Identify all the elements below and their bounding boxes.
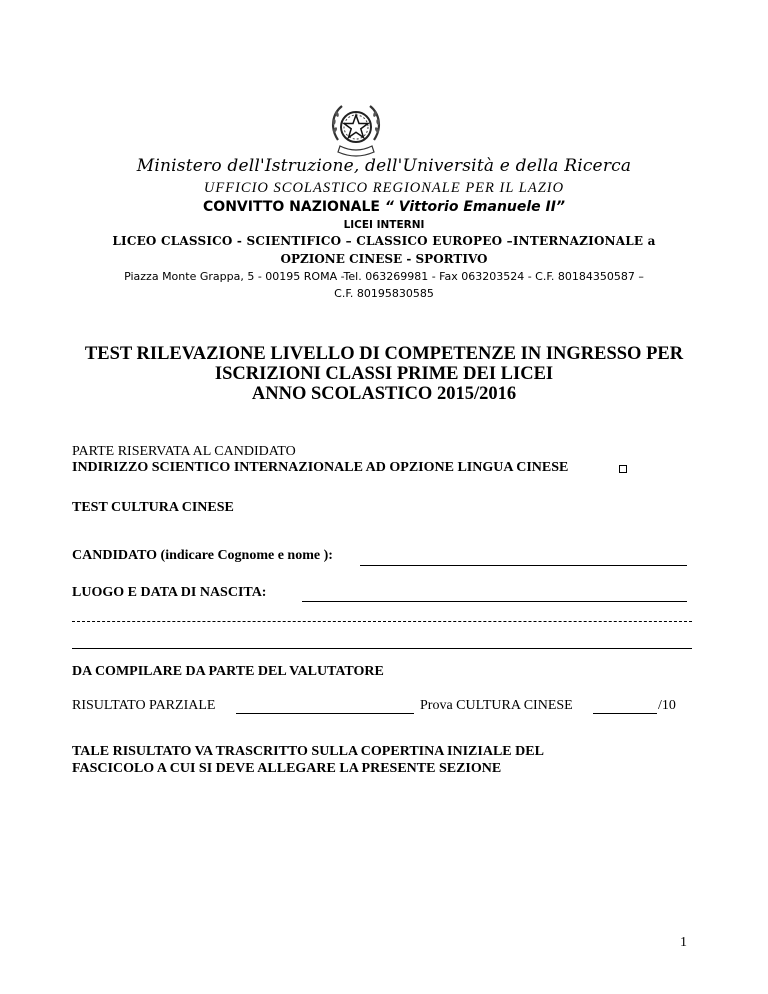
dashed-separator xyxy=(72,621,692,622)
ministry-name: Ministero dell'Istruzione, dell'Università e della Ricerca xyxy=(136,156,632,176)
note-line1: TALE RISULTATO VA TRASCRITTO SULLA COPERTINA INIZIALE DEL xyxy=(72,744,544,759)
note-line2: FASCICOLO A CUI SI DEVE ALLEGARE LA PRESENTE SEZIONE xyxy=(72,761,502,776)
address-line1: Piazza Monte Grappa, 5 - 00195 ROMA -Tel. 063269981 - Fax 063203524 - C.F. 80184350587 – xyxy=(124,270,644,283)
regional-office: UFFICIO SCOLASTICO REGIONALE PER IL LAZIO xyxy=(203,180,565,196)
institute-name xyxy=(0,199,768,215)
test-name: TEST CULTURA CINESE xyxy=(72,500,234,515)
licei-interni-label: LICEI INTERNI xyxy=(343,219,425,231)
candidate-name-label: CANDIDATO (indicare Cognome e nome ): xyxy=(72,548,333,563)
evaluator-section-heading: DA COMPILARE DA PARTE DEL VALUTATORE xyxy=(72,664,384,679)
birth-place-date-field[interactable] xyxy=(302,601,687,602)
page-number: 1 xyxy=(680,935,687,950)
candidate-section-heading: PARTE RISERVATA AL CANDIDATO xyxy=(72,444,296,459)
test-score-label: Prova CULTURA CINESE xyxy=(420,698,573,713)
candidate-name-field[interactable] xyxy=(360,565,687,566)
test-score-field[interactable] xyxy=(593,713,657,714)
partial-result-field[interactable] xyxy=(236,713,414,714)
partial-result-label: RISULTATO PARZIALE xyxy=(72,698,216,713)
max-score: /10 xyxy=(658,698,676,713)
institute-dedication: “ Vittorio Emanuele II” xyxy=(384,199,565,215)
study-track: INDIRIZZO SCIENTICO INTERNAZIONALE AD OPZIONE LINGUA CINESE xyxy=(72,460,569,475)
schools-list-line1: LICEO CLASSICO - SCIENTIFICO – CLASSICO EUROPEO –INTERNAZIONALE a xyxy=(112,234,656,248)
document-title-line1: TEST RILEVAZIONE LIVELLO DI COMPETENZE IN INGRESSO PER xyxy=(84,344,684,364)
institute-prefix: CONVITTO NAZIONALE xyxy=(203,199,380,215)
italian-republic-emblem-icon xyxy=(328,100,384,160)
document-title-line2: ISCRIZIONI CLASSI PRIME DEI LICEI xyxy=(214,364,554,384)
address-line2: C.F. 80195830585 xyxy=(334,287,434,300)
solid-separator xyxy=(72,648,692,649)
schools-list-line2: OPZIONE CINESE - SPORTIVO xyxy=(280,252,488,266)
track-checkbox[interactable] xyxy=(619,465,627,473)
birth-place-date-label: LUOGO E DATA DI NASCITA: xyxy=(72,585,267,600)
document-title-line3: ANNO SCOLASTICO 2015/2016 xyxy=(251,384,517,404)
